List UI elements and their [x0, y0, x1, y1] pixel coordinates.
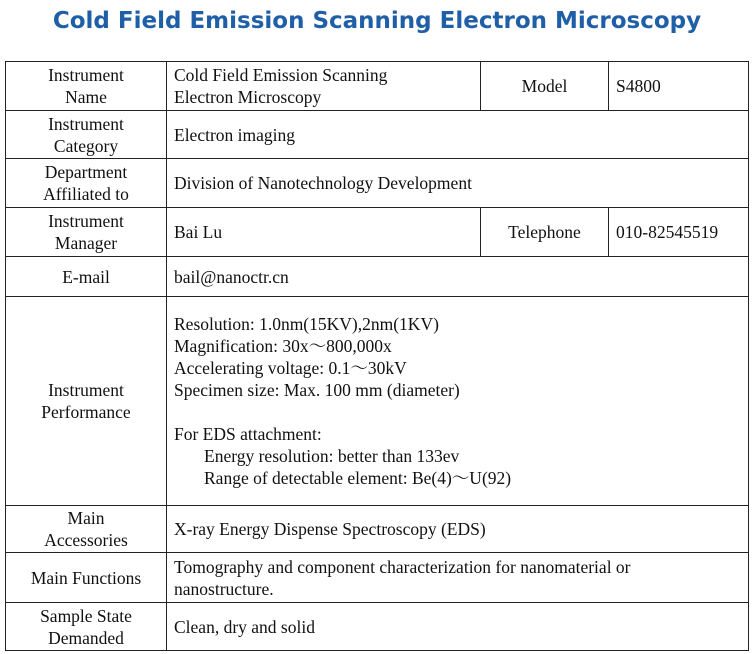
value-telephone: 010-82545519 — [609, 208, 749, 257]
label-telephone: Telephone — [481, 208, 609, 257]
value-sample-state: Clean, dry and solid — [167, 603, 749, 651]
row-sample-state — [6, 603, 749, 651]
label-category: Instrument Category — [6, 111, 167, 159]
page-title: Cold Field Emission Scanning Electron Microscopy — [52, 8, 702, 34]
label-functions: Main Functions — [6, 553, 167, 603]
label-performance: Instrument Performance — [6, 297, 167, 506]
row-department — [6, 159, 749, 208]
perf-resolution: Resolution: 1.0nm(15KV),2nm(1KV) — [174, 314, 439, 334]
perf-specimen-size: Specimen size: Max. 100 mm (diameter) — [174, 380, 460, 400]
value-instrument-name: Cold Field Emission Scanning Electron Microscopy — [167, 62, 481, 111]
row-instrument-name — [6, 62, 749, 111]
label-accessories: Main Accessories — [6, 506, 167, 553]
row-functions — [6, 553, 749, 603]
label-sample-state: Sample State Demanded — [6, 603, 167, 651]
value-model: S4800 — [609, 62, 749, 111]
value-functions: Tomography and component characterization for nanomaterial or nanostructure. — [167, 553, 749, 603]
perf-eds-element-range: Range of detectable element: Be(4)～U(92) — [204, 468, 512, 488]
label-email: E-mail — [6, 257, 167, 297]
label-manager: Instrument Manager — [6, 208, 167, 257]
perf-voltage: Accelerating voltage: 0.1～30kV — [174, 358, 407, 378]
instrument-spec-table — [5, 61, 749, 651]
value-email: bail@nanoctr.cn — [167, 257, 749, 297]
label-department: Department Affiliated to — [6, 159, 167, 208]
value-department: Division of Nanotechnology Development — [167, 159, 749, 208]
row-performance — [6, 297, 749, 506]
value-manager: Bai Lu — [167, 208, 481, 257]
row-category — [6, 111, 749, 159]
row-manager — [6, 208, 749, 257]
row-accessories — [6, 506, 749, 553]
label-model: Model — [481, 62, 609, 111]
perf-spacer — [174, 401, 741, 423]
value-accessories: X-ray Energy Dispense Spectroscopy (EDS) — [167, 506, 749, 553]
perf-magnification: Magnification: 30x～800,000x — [174, 336, 392, 356]
value-category: Electron imaging — [167, 111, 749, 159]
row-email — [6, 257, 749, 297]
perf-eds-energy-resolution: Energy resolution: better than 133ev — [204, 446, 460, 466]
value-performance — [167, 297, 749, 506]
perf-eds-heading: For EDS attachment: — [174, 424, 322, 444]
label-instrument-name: Instrument Name — [6, 62, 167, 111]
